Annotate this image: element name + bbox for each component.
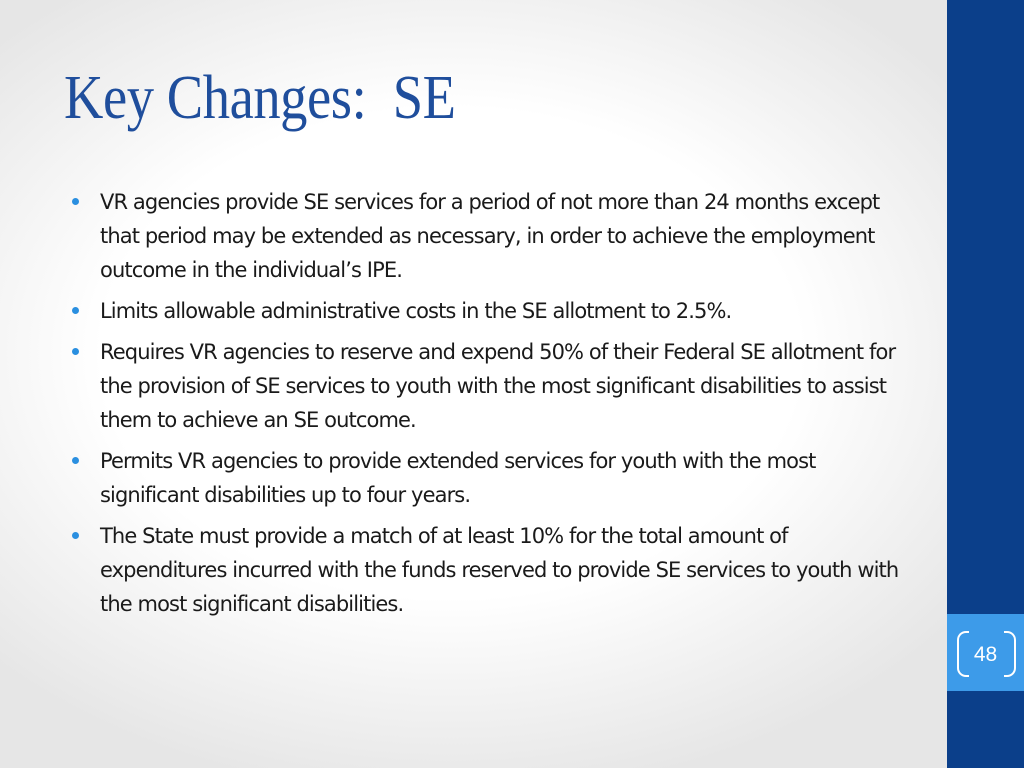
- bullet-list: [72, 185, 902, 628]
- bullet-dot-icon: [72, 307, 79, 314]
- bullet-text: VR agencies provide SE services for a period of not more than 24 months except that period may be extended as necessary, in order to achieve the employment outcome in the individual’s IPE.: [100, 190, 880, 282]
- bullet-text: Permits VR agencies to provide extended services for youth with the most significant disabilities up to four years.: [100, 449, 816, 507]
- page-number: 48: [973, 643, 998, 666]
- bullet-text: Requires VR agencies to reserve and expend 50% of their Federal SE allotment for the provision of SE services to youth with the most significant disabilities to assist them to achieve an SE outcome.: [100, 340, 896, 432]
- bullet-item: [72, 519, 902, 621]
- bullet-item: [72, 444, 902, 512]
- bullet-text: The State must provide a match of at least 10% for the total amount of expenditures incurred with the funds reserved to provide SE services to youth with the most significant disabilities.: [100, 524, 899, 616]
- bullet-item: [72, 185, 902, 287]
- page-number-badge: [947, 614, 1024, 691]
- slide-title: Key Changes: SE: [64, 64, 456, 132]
- bullet-dot-icon: [72, 348, 79, 355]
- bullet-dot-icon: [72, 457, 79, 464]
- bullet-item: [72, 335, 902, 437]
- bullet-text: Limits allowable administrative costs in the SE allotment to 2.5%.: [100, 299, 732, 323]
- bullet-dot-icon: [72, 198, 79, 205]
- bullet-dot-icon: [72, 532, 79, 539]
- bullet-item: [72, 294, 902, 328]
